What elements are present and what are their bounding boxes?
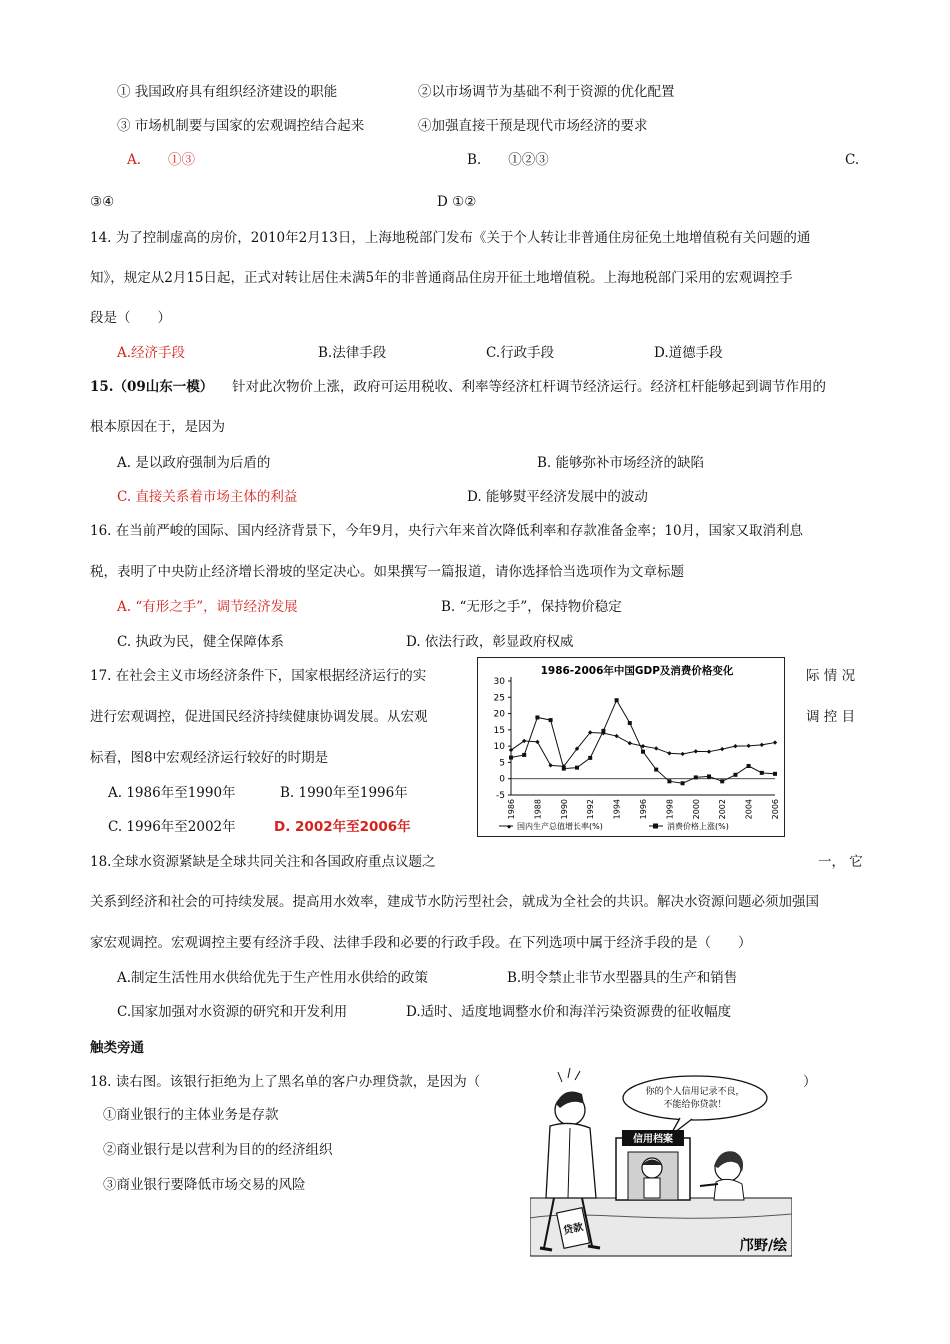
q18b-option-1: ①商业银行的主体业务是存款 bbox=[103, 1107, 279, 1123]
cpi-point bbox=[588, 756, 592, 760]
x-tick-label: 1998 bbox=[665, 799, 675, 820]
q15-answer-d: D. 能够熨平经济发展中的波动 bbox=[467, 489, 648, 505]
x-tick-label: 2006 bbox=[771, 799, 780, 820]
cpi-point bbox=[747, 764, 751, 768]
q14-answer-c: C.行政手段 bbox=[486, 345, 555, 361]
loan-document-label: 贷款 bbox=[562, 1222, 585, 1237]
q18a-line-1a: 18.全球水资源紧缺是全球共同关注和各国政府重点议题之 bbox=[90, 854, 436, 870]
bubble-line-2: 不能给你贷款！ bbox=[663, 1100, 727, 1110]
cpi-point bbox=[654, 768, 658, 772]
cpi-point bbox=[733, 773, 737, 777]
legend-cpi-label: 消费价格上涨(%) bbox=[667, 822, 729, 831]
q18a-answer-d: D.适时、适度地调整水价和海洋污染资源费的征收幅度 bbox=[406, 1004, 732, 1020]
q15-line-2: 根本原因在于，是因为 bbox=[90, 419, 225, 435]
q17-line-3: 标看，图8中宏观经济运行较好的时期是 bbox=[90, 750, 329, 766]
q18b-line-1: 18. 读右图。该银行拒绝为上了黑名单的客户办理贷款，是因为（ bbox=[90, 1074, 481, 1090]
q14-answer-a: A.经济手段 bbox=[117, 345, 186, 361]
y-tick-label: 0 bbox=[499, 774, 505, 785]
cpi-point bbox=[535, 715, 539, 719]
q17-answer-a: A. 1986年至1990年 bbox=[108, 785, 236, 801]
cpi-point bbox=[562, 767, 566, 771]
cpi-point bbox=[522, 753, 526, 757]
x-tick-label: 2004 bbox=[744, 799, 754, 820]
x-tick-label: 1988 bbox=[533, 799, 543, 820]
q18a-answer-a: A.制定生活性用水供给优先于生产性用水供给的政策 bbox=[117, 970, 429, 986]
q16-line-1: 16. 在当前严峻的国际、国内经济背景下，今年9月，央行六年来首次降低利率和存款准备金率；10月，国家又取消利息 bbox=[90, 523, 804, 539]
q14-line-3: 段是（ ） bbox=[90, 310, 171, 326]
q13-option-2: ②以市场调节为基础不利于资源的优化配置 bbox=[418, 84, 675, 100]
q14-line-2: 知》，规定从2月15日起，正式对转让居住未满5年的非普通商品住房开征土地增值税。上海地税部门采用的宏观调控手 bbox=[90, 270, 793, 286]
cpi-point bbox=[720, 779, 724, 783]
q15-answer-c: C. 直接关系着市场主体的利益 bbox=[117, 489, 298, 505]
y-tick-label: -5 bbox=[496, 791, 505, 801]
x-tick-label: 1994 bbox=[612, 799, 622, 820]
q13-answer-c-tail: ③④ bbox=[90, 194, 115, 210]
q14-line-1: 14. 为了控制虚高的房价，2010年2月13日，上海地税部门发布《关于个人转让非普通住房征免土地增值税有关问题的通 bbox=[90, 230, 811, 246]
x-tick-label: 1990 bbox=[559, 799, 569, 820]
q15-answer-b: B. 能够弥补市场经济的缺陷 bbox=[537, 455, 705, 471]
y-tick-label: 30 bbox=[493, 677, 505, 687]
q14-answer-d: D.道德手段 bbox=[654, 345, 723, 361]
cpi-point bbox=[773, 772, 777, 776]
cpi-point bbox=[575, 766, 579, 770]
chart-title: 1986-2006年中国GDP及消费价格变化 bbox=[540, 665, 734, 677]
q15-line-1: 针对此次物价上涨，政府可运用税收、利率等经济杠杆调节经济运行。经济杠杆能够起到调节作用的 bbox=[232, 379, 826, 395]
q16-answer-c: C. 执政为民，健全保障体系 bbox=[117, 634, 284, 650]
q18b-option-2: ②商业银行是以营利为目的的经济组织 bbox=[103, 1142, 333, 1158]
x-tick-label: 1992 bbox=[586, 799, 596, 820]
q13-option-4: ④加强直接干预是现代市场经济的要求 bbox=[418, 118, 648, 134]
x-tick-label: 1996 bbox=[639, 799, 648, 820]
q17-line-2b: 调 控 目 bbox=[806, 709, 856, 725]
q15-answer-a: A. 是以政府强制为后盾的 bbox=[117, 455, 271, 471]
y-tick-label: 25 bbox=[493, 693, 505, 704]
credit-cartoon bbox=[530, 1068, 792, 1264]
gdp-cpi-chart bbox=[477, 657, 785, 837]
q17-line-2a: 进行宏观调控，促进国民经济持续健康协调发展。从宏观 bbox=[90, 709, 428, 725]
q15-label: 15.（09山东一模） bbox=[90, 379, 214, 395]
x-tick-label: 1986 bbox=[507, 799, 516, 820]
q14-answer-b: B.法律手段 bbox=[318, 345, 387, 361]
y-tick-label: 15 bbox=[493, 725, 505, 736]
q13-answer-c-head: C. bbox=[845, 152, 860, 168]
q16-line-2: 税，表明了中央防止经济增长滑坡的坚定决心。如果撰写一篇报道，请你选择恰当选项作为文章标题 bbox=[90, 564, 684, 580]
q16-answer-a: A. “有形之手”，调节经济发展 bbox=[117, 599, 298, 615]
cpi-point bbox=[694, 775, 698, 779]
q18a-answer-b: B.明令禁止非节水型器具的生产和销售 bbox=[507, 970, 738, 986]
cpi-point bbox=[667, 779, 671, 783]
q17-answer-c: C. 1996年至2002年 bbox=[108, 819, 236, 835]
section-title: 触类旁通 bbox=[90, 1040, 144, 1056]
q17-line-1a: 17. 在社会主义市场经济条件下，国家根据经济运行的实 bbox=[90, 668, 427, 684]
svg-text:◆: ◆ bbox=[507, 824, 511, 830]
q18a-answer-c: C.国家加强对水资源的研究和开发利用 bbox=[117, 1004, 348, 1020]
cpi-point bbox=[601, 729, 605, 733]
y-tick-label: 5 bbox=[499, 758, 505, 769]
q16-answer-b: B. “无形之手”，保持物价稳定 bbox=[441, 599, 622, 615]
q13-answer-a: A. ①③ bbox=[127, 152, 196, 168]
x-tick-label: 2000 bbox=[691, 799, 701, 820]
cpi-point bbox=[707, 774, 711, 778]
x-tick-label: 2002 bbox=[718, 799, 728, 820]
cpi-point bbox=[615, 698, 619, 702]
cpi-point bbox=[760, 771, 764, 775]
q17-line-1b: 际 情 况 bbox=[806, 668, 856, 684]
q18a-line-3: 家宏观调控。宏观调控主要有经济手段、法律手段和必要的行政手段。在下列选项中属于经济手段的是（ ） bbox=[90, 935, 752, 951]
cpi-point bbox=[681, 781, 685, 785]
q13-option-3: ③ 市场机制要与国家的宏观调控结合起来 bbox=[117, 118, 365, 134]
bubble-line-1: 你的个人信用记录不良， bbox=[645, 1087, 745, 1097]
q13-answer-d: D ①② bbox=[437, 194, 477, 210]
cpi-point bbox=[628, 721, 632, 725]
credit-archive-label: 信用档案 bbox=[633, 1134, 673, 1145]
y-tick-label: 20 bbox=[493, 709, 505, 720]
speech-bubble bbox=[623, 1076, 767, 1120]
q18a-line-2: 关系到经济和社会的可持续发展。提高用水效率，建成节水防污型社会，就成为全社会的共识。解决水资源问题必须加强国 bbox=[90, 894, 819, 910]
q16-answer-d: D. 依法行政，彰显政府权威 bbox=[406, 634, 574, 650]
q13-option-1: ① 我国政府具有组织经济建设的职能 bbox=[117, 84, 338, 100]
legend-gdp-label: 国内生产总值增长率(%) bbox=[517, 822, 603, 831]
cpi-point bbox=[549, 718, 553, 722]
y-tick-label: 10 bbox=[493, 742, 505, 753]
cpi-point bbox=[641, 750, 645, 754]
q18a-line-1b: 一， 它 bbox=[818, 854, 863, 870]
q18b-close-paren: ） bbox=[803, 1074, 817, 1090]
cpi-point bbox=[509, 756, 513, 760]
q13-answer-b: B. ①②③ bbox=[467, 152, 549, 168]
q18b-option-3: ③商业银行要降低市场交易的风险 bbox=[103, 1177, 306, 1193]
cartoon-signature: 邝野/绘 bbox=[740, 1238, 788, 1254]
q17-answer-b: B. 1990年至1996年 bbox=[280, 785, 408, 801]
q17-answer-d: D. 2002年至2006年 bbox=[274, 819, 411, 835]
